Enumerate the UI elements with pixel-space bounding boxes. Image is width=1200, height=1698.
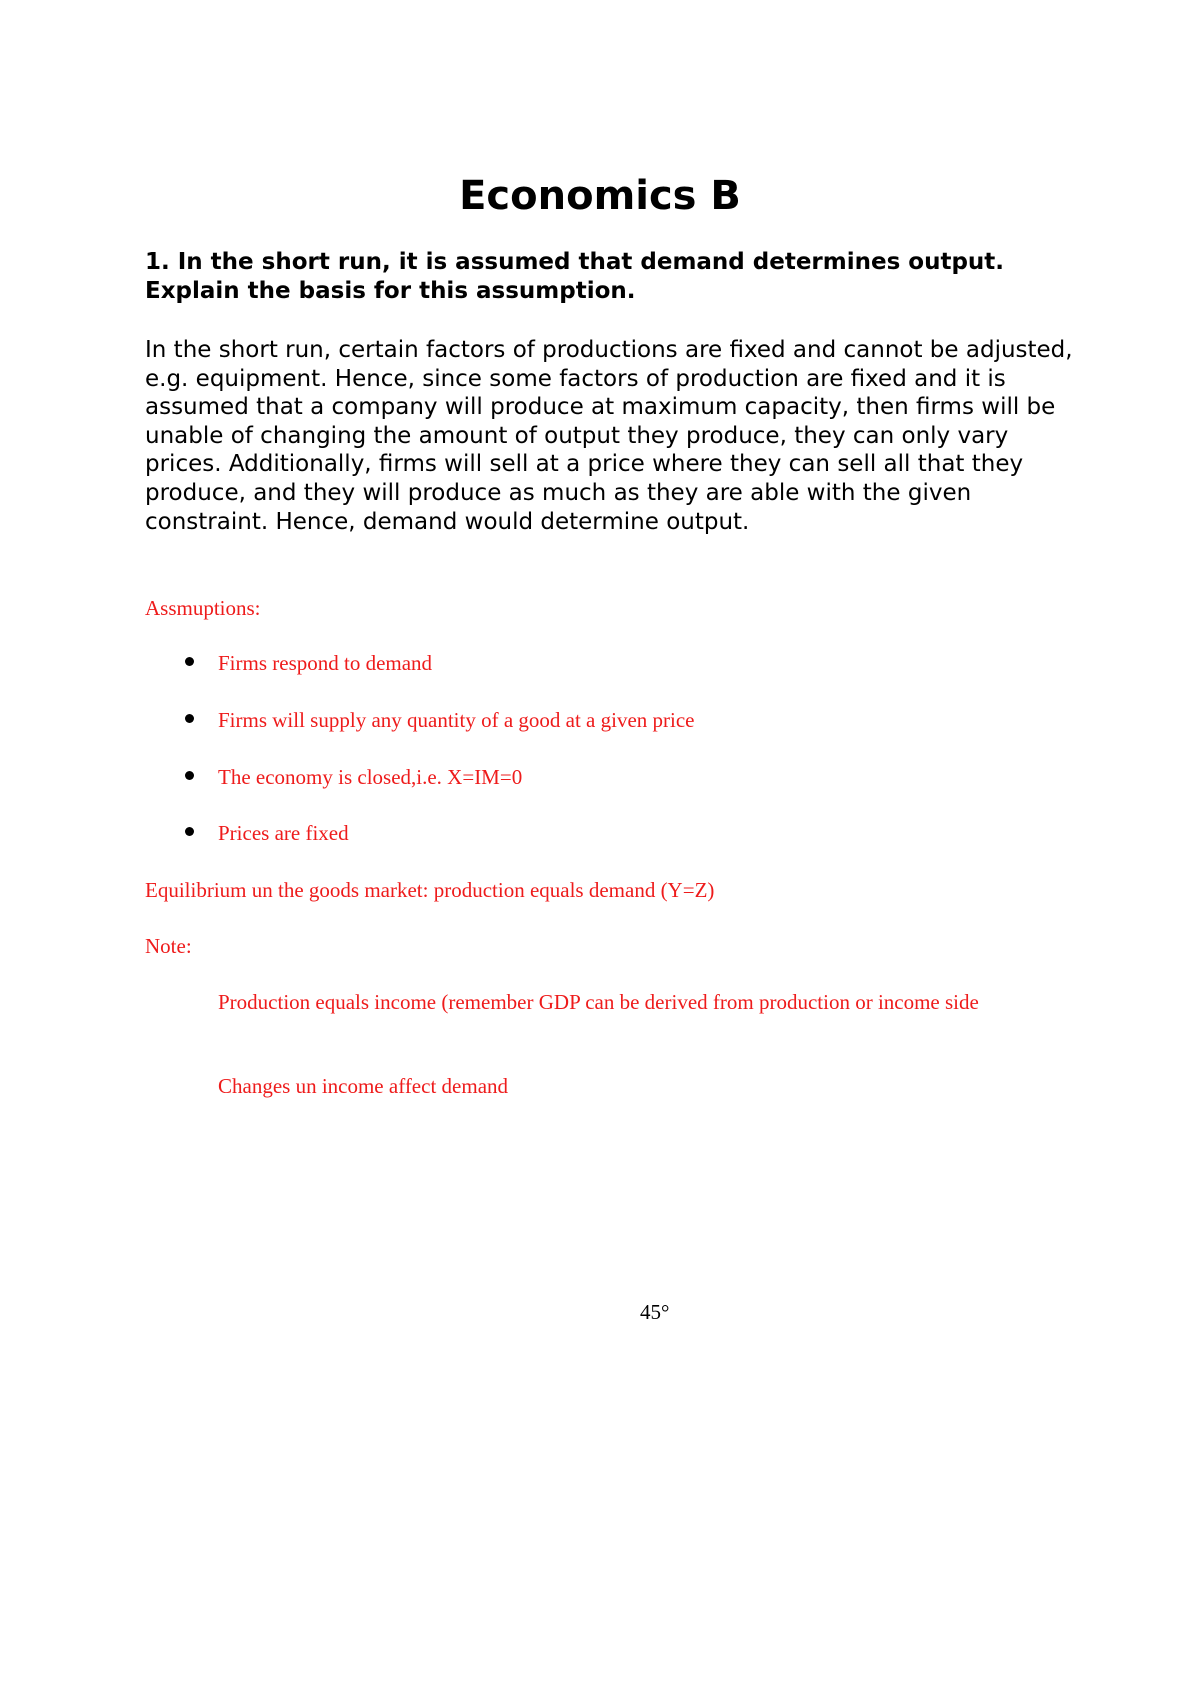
assumptions-heading: Assmuptions: (145, 596, 261, 620)
question-text: 1. In the short run, it is assumed that demand determines output. Explain the basis for this assumption. (145, 249, 1005, 304)
assumption-item: Firms will supply any quantity of a good at a given price (218, 708, 695, 732)
note-item: Changes un income affect demand (218, 1074, 509, 1098)
assumption-item: Prices are fixed (218, 821, 349, 845)
bullet-icon (185, 771, 194, 780)
assumption-item: The economy is closed,i.e. X=IM=0 (218, 765, 523, 789)
equilibrium-text: Equilibrium un the goods market: production equals demand (Y=Z) (145, 878, 715, 902)
note-item: Production equals income (remember GDP can be derived from production or income side (218, 990, 979, 1014)
bullet-icon (185, 827, 194, 836)
assumption-item: Firms respond to demand (218, 651, 433, 675)
note-heading: Note: (145, 934, 192, 958)
answer-paragraph: In the short run, certain factors of productions are fixed and cannot be adjusted, e.g. equipment. Hence, since some factors of production are fixed and it is assumed that a company will produce at maximum capacity, then firms will be unable of changing the amount of output they produce, they can only vary prices. Additionally, firms will sell at a price where they can sell all that they produce, and they will produce as much as they are able with the given constraint. Hence, demand would determine output. (145, 337, 1073, 535)
bullet-icon (185, 714, 194, 723)
document-title: Economics B (459, 173, 741, 219)
bullet-icon (185, 657, 194, 666)
page-number: 45° (640, 1300, 670, 1324)
